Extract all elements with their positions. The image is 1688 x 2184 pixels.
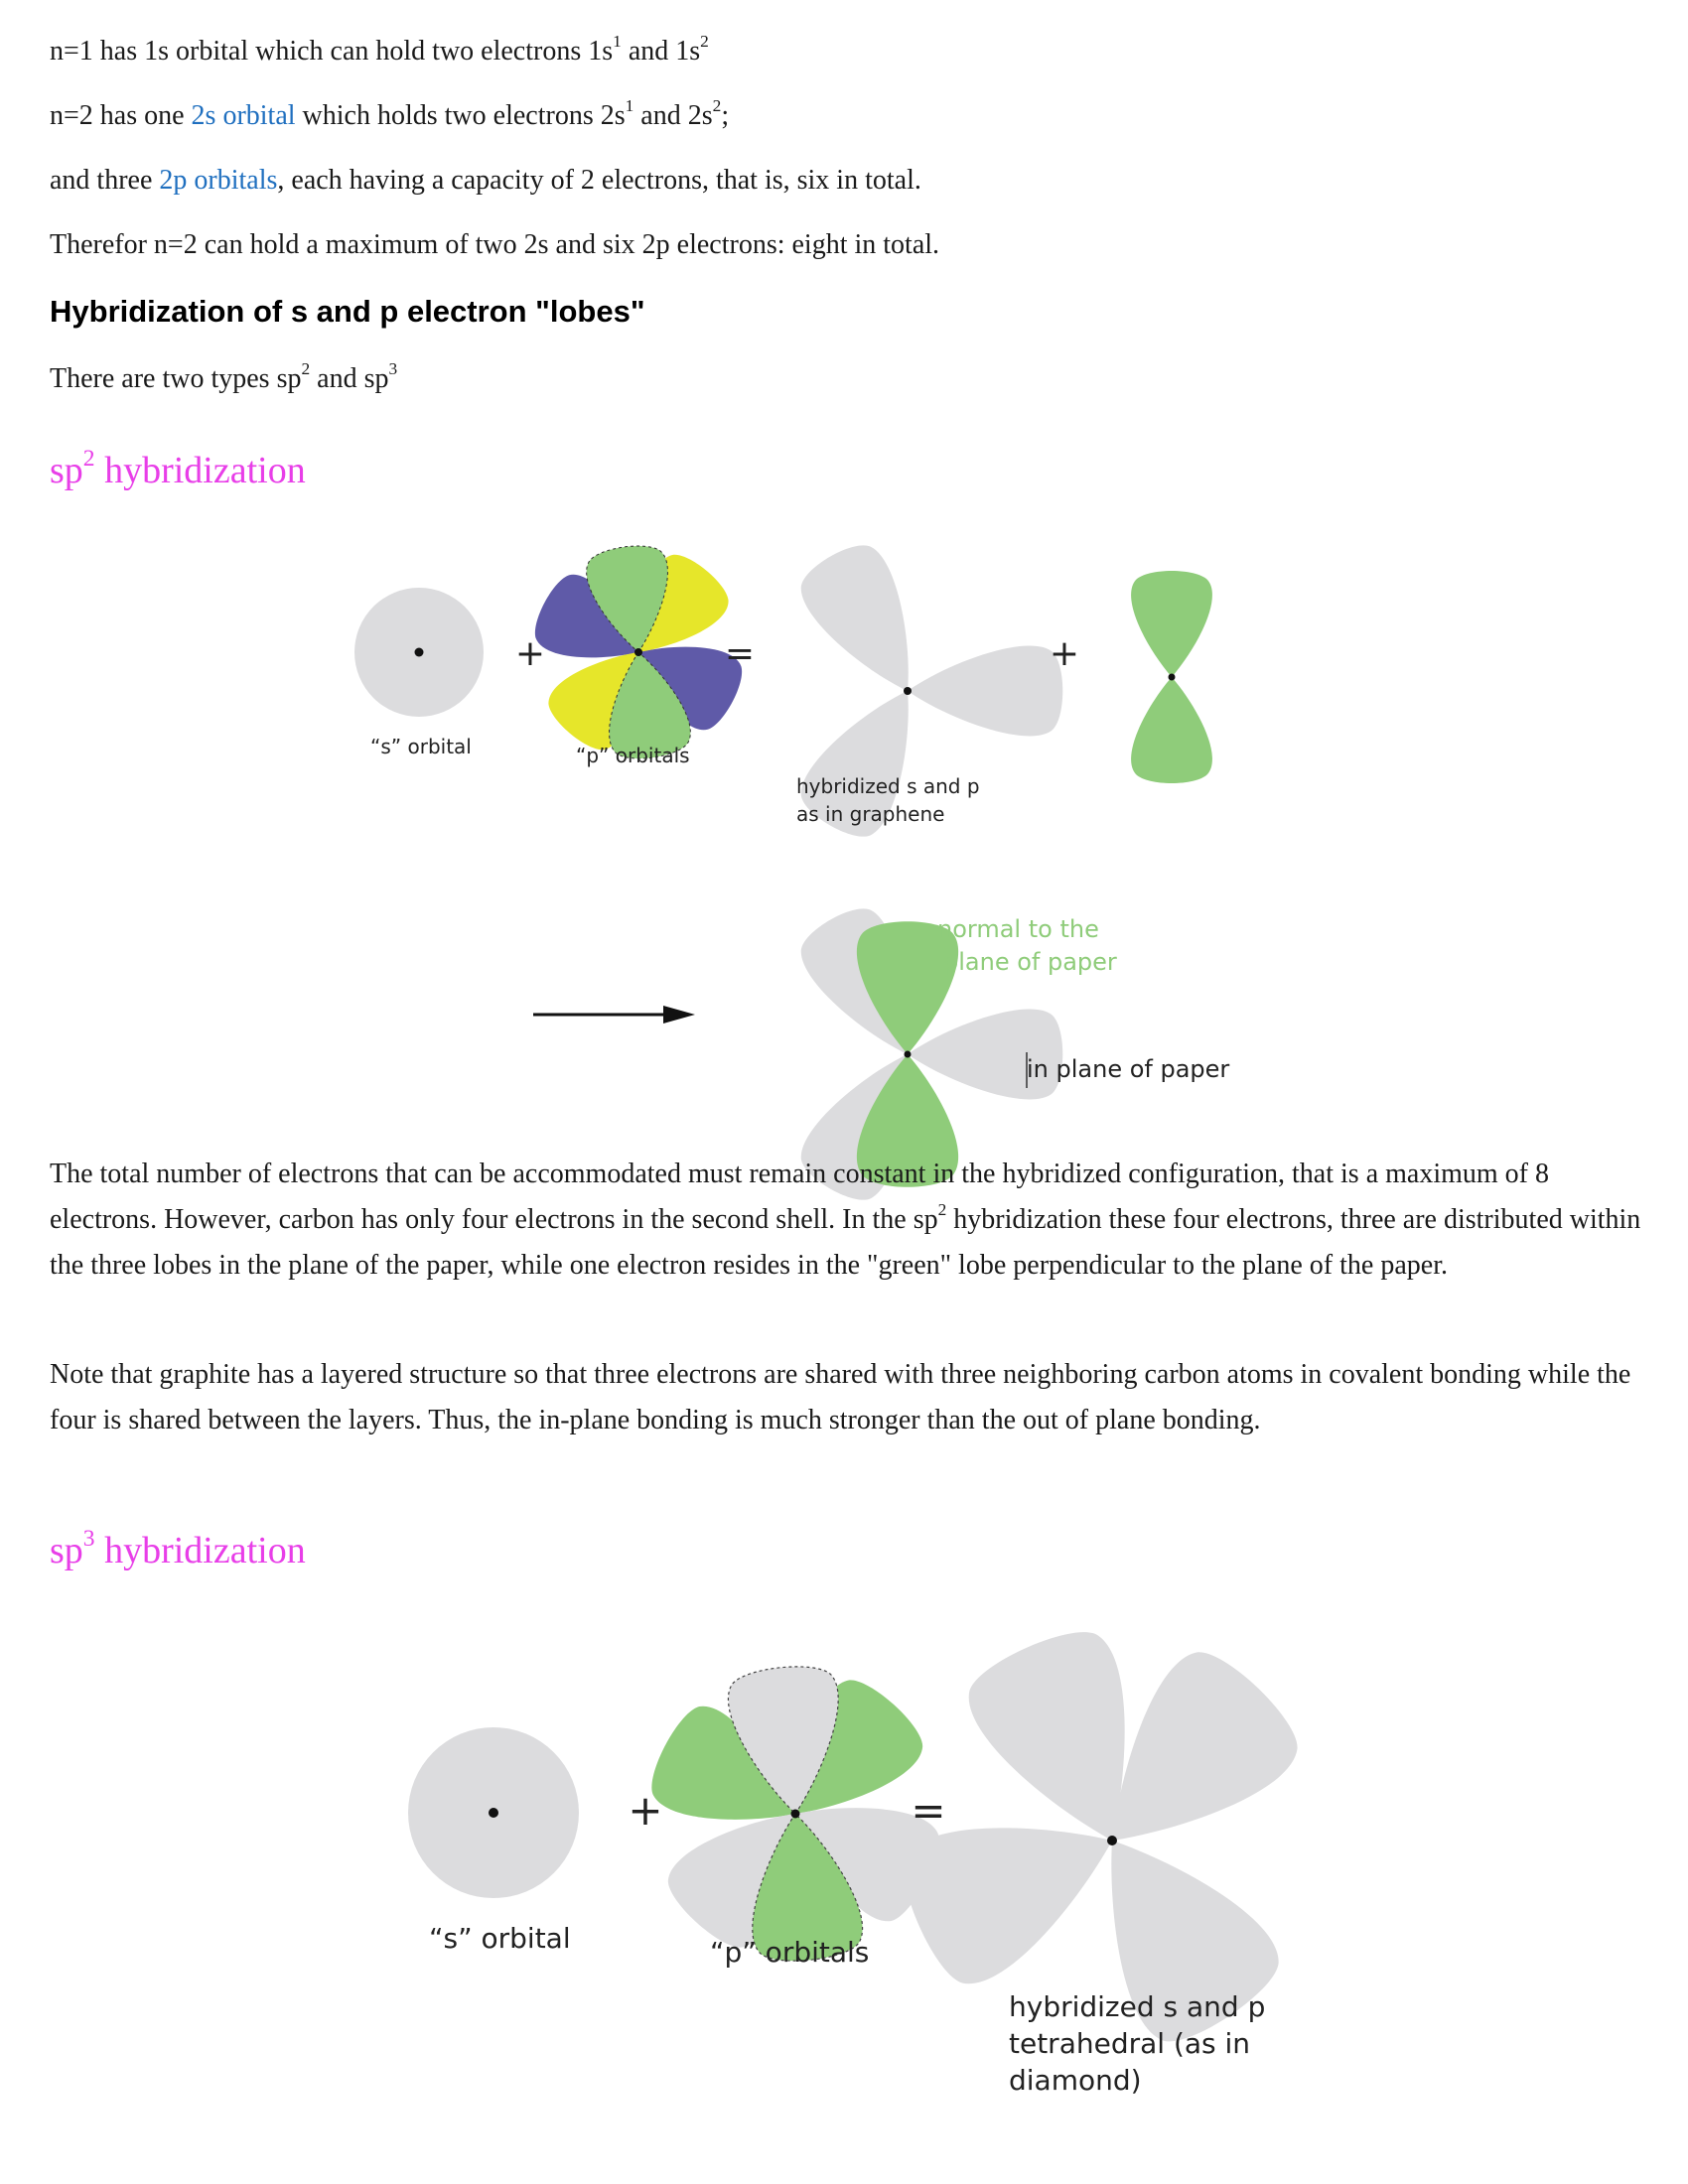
paragraph-electron-distribution <box>50 1152 1648 1289</box>
sp3-title-base: sp <box>50 1530 83 1571</box>
link-2s-orbital[interactable]: 2s orbital <box>191 100 296 131</box>
intro-line-1 <box>50 32 709 68</box>
sp3-s-orbital-label: “s” orbital <box>429 1922 571 1955</box>
paragraph-graphite: Note that graphite has a layered structure so that three electrons are shared with three neighboring carbon atoms in covalent bonding while the four is shared between the layers. Thus, the in-plane bonding is much stronger than the out of plane bonding. <box>50 1359 1631 1435</box>
superscript: 2 <box>82 445 95 472</box>
superscript: 2 <box>301 359 311 379</box>
sp2-plus-sign: + <box>514 633 546 674</box>
intro-line-1-text: n=1 has 1s orbital which can hold two electrons 1s <box>50 36 614 67</box>
sp3-hybrid-label-1: hybridized s and p <box>1009 1990 1266 2023</box>
remaining-p-orbital <box>1131 571 1212 783</box>
superscript: 2 <box>700 32 709 52</box>
s-orbital-sp3 <box>408 1727 579 1898</box>
intro-line-2-text: n=2 has one <box>50 100 192 131</box>
superscript: 2 <box>937 1200 947 1220</box>
sp2-equals-sign: = <box>724 633 756 674</box>
superscript: 1 <box>625 96 634 116</box>
intro-line-4: Therefor n=2 can hold a maximum of two 2s and six 2p electrons: eight in total. <box>50 229 940 260</box>
intro-line-2-mid2: and 2s <box>633 100 713 131</box>
in-plane-label: in plane of paper <box>1027 1055 1230 1083</box>
sp2-plus-sign-2: + <box>1049 633 1080 674</box>
types-line-text: There are two types sp <box>50 363 302 394</box>
sp3-equals-sign: = <box>911 1786 946 1835</box>
p-orbitals-sp3 <box>639 1662 950 1966</box>
sp3-plus-sign: + <box>628 1786 663 1835</box>
superscript: 1 <box>613 32 622 52</box>
intro-line-3-text: and three <box>50 165 160 196</box>
right-arrow <box>533 1006 695 1024</box>
intro-line-1-mid: and 1s <box>621 36 701 67</box>
types-line <box>50 359 398 395</box>
superscript: 2 <box>712 96 722 116</box>
sp2-hybrid-label-2: as in graphene <box>796 802 945 826</box>
intro-line-2 <box>50 96 730 132</box>
intro-line-2-post: ; <box>721 100 730 131</box>
types-line-mid: and sp <box>310 363 389 394</box>
intro-line-3 <box>50 165 921 197</box>
sp2-s-orbital-label: “s” orbital <box>370 735 472 758</box>
superscript: 3 <box>388 359 398 379</box>
sp3-title-rest: hybridization <box>94 1530 306 1571</box>
normal-label-1: normal to the <box>937 915 1099 943</box>
paragraph-1-post: hybridization these four electrons, three are distributed within the three lobes in the plane of the paper, while one electron resides in the "green" lobe perpendicular to the plane of the paper. <box>50 1204 1641 1281</box>
paragraph-1-text: The total number of electrons that can be accommodated must remain constant in the hybridized configuration, that is a maximum of 8 electrons. However, carbon has only four electrons in the second shell. In the sp <box>50 1159 1549 1235</box>
sp3-p-orbitals-label: “p” orbitals <box>710 1936 870 1969</box>
link-2p-orbitals[interactable]: 2p orbitals <box>159 165 278 196</box>
intro-line-2-mid: which holds two electrons 2s <box>295 100 626 131</box>
hybridization-heading: Hybridization of s and p electron "lobes" <box>50 294 645 329</box>
superscript: 3 <box>82 1525 95 1552</box>
normal-label-2: plane of paper <box>943 948 1117 976</box>
sp2-hybrid-label-1: hybridized s and p <box>796 774 980 798</box>
sp2-diagram <box>0 516 1688 1211</box>
sp2-p-orbitals-label: “p” orbitals <box>576 744 690 767</box>
sp2-title-rest: hybridization <box>94 450 306 491</box>
sp3-hybrid-label-2: tetrahedral (as in <box>1009 2027 1251 2060</box>
sp2-section-title <box>50 445 306 492</box>
sp3-diagram <box>0 1628 1688 2144</box>
sp3-hybrid-label-3: diamond) <box>1009 2064 1142 2097</box>
p-orbitals-sp2 <box>525 541 751 762</box>
hybridized-sp2-lobes <box>791 534 1063 848</box>
intro-line-3-post: , each having a capacity of 2 electrons, that is, six in total. <box>277 165 921 196</box>
s-orbital-sp2 <box>354 588 484 717</box>
sp2-title-base: sp <box>50 450 83 491</box>
sp3-section-title <box>50 1525 306 1572</box>
